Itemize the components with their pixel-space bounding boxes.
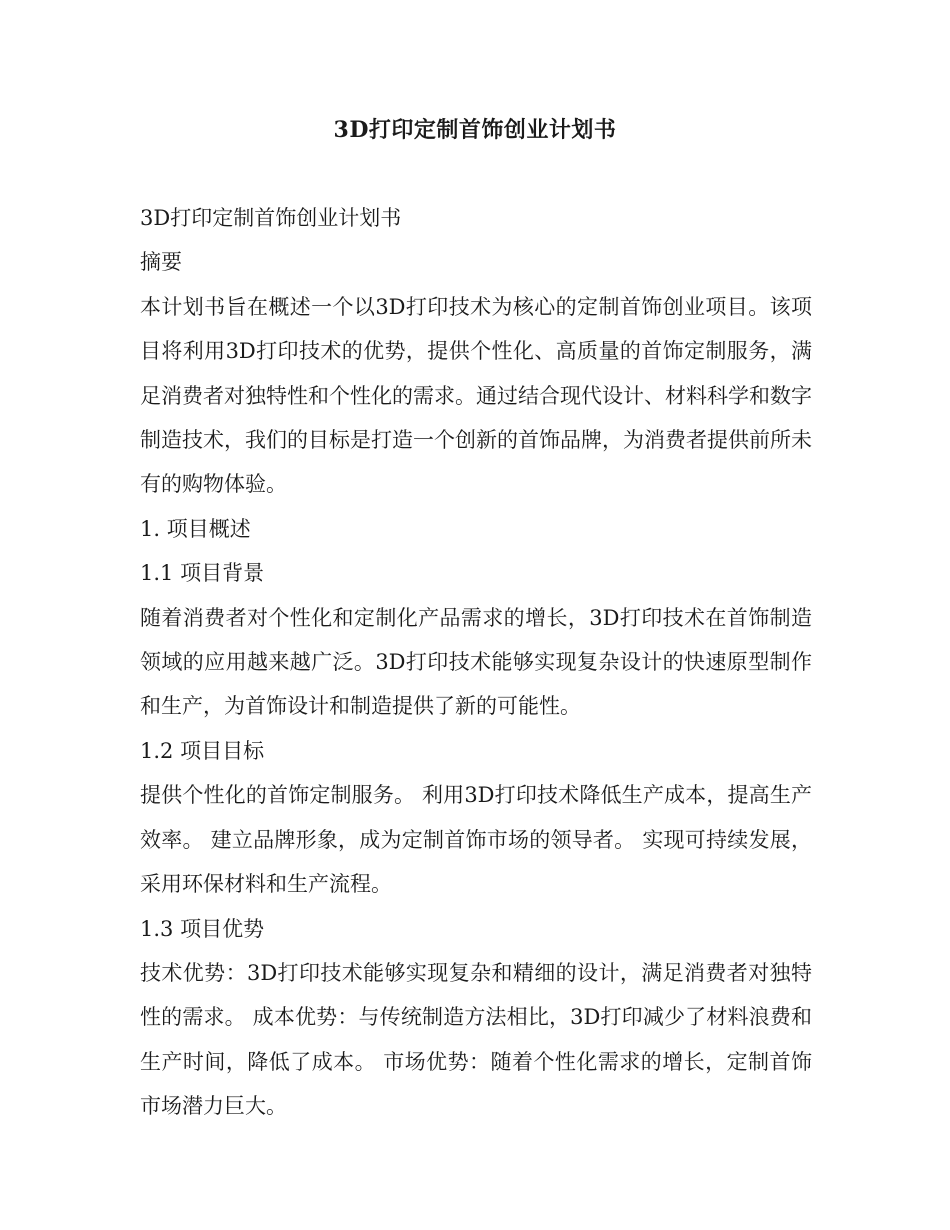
abstract-paragraph: 本计划书旨在概述一个以3D打印技术为核心的定制首饰创业项目。该项目将利用3D打印技术的优势，提供个性化、高质量的首饰定制服务，满足消费者对独特性和个性化的需求。通过结合现代设计、材料科学和数字制造技术，我们的目标是打造一个创新的首饰品牌，为消费者提供前所未有的购物体验。 [140,294,812,497]
section-1-3-heading: 1.3 项目优势 [140,916,265,941]
document-body [140,196,812,1129]
document-title: 3D打印定制首饰创业计划书 [333,117,617,143]
section-1-3-paragraph: 技术优势：3D打印技术能够实现复杂和精细的设计，满足消费者对独特性的需求。 成本优势：与传统制造方法相比，3D打印减少了材料浪费和生产时间，降低了成本。 市场优势：随着个性化需求的增长，定制首饰市场潜力巨大。 [140,960,812,1119]
abstract-heading: 摘要 [140,250,182,275]
section-1-1-paragraph: 随着消费者对个性化和定制化产品需求的增长，3D打印技术在首饰制造领域的应用越来越广泛。3D打印技术能够实现复杂设计的快速原型制作和生产，为首饰设计和制造提供了新的可能性。 [140,605,812,719]
section-1-1-heading: 1.1 项目背景 [140,561,265,586]
section-1-2-paragraph: 提供个性化的首饰定制服务。 利用3D打印技术降低生产成本，提高生产效率。 建立品牌形象，成为定制首饰市场的领导者。 实现可持续发展，采用环保材料和生产流程。 [140,783,812,897]
subtitle: 3D打印定制首饰创业计划书 [140,206,402,230]
section-1-heading: 1. 项目概述 [140,516,251,541]
section-1-2-heading: 1.2 项目目标 [140,738,265,763]
